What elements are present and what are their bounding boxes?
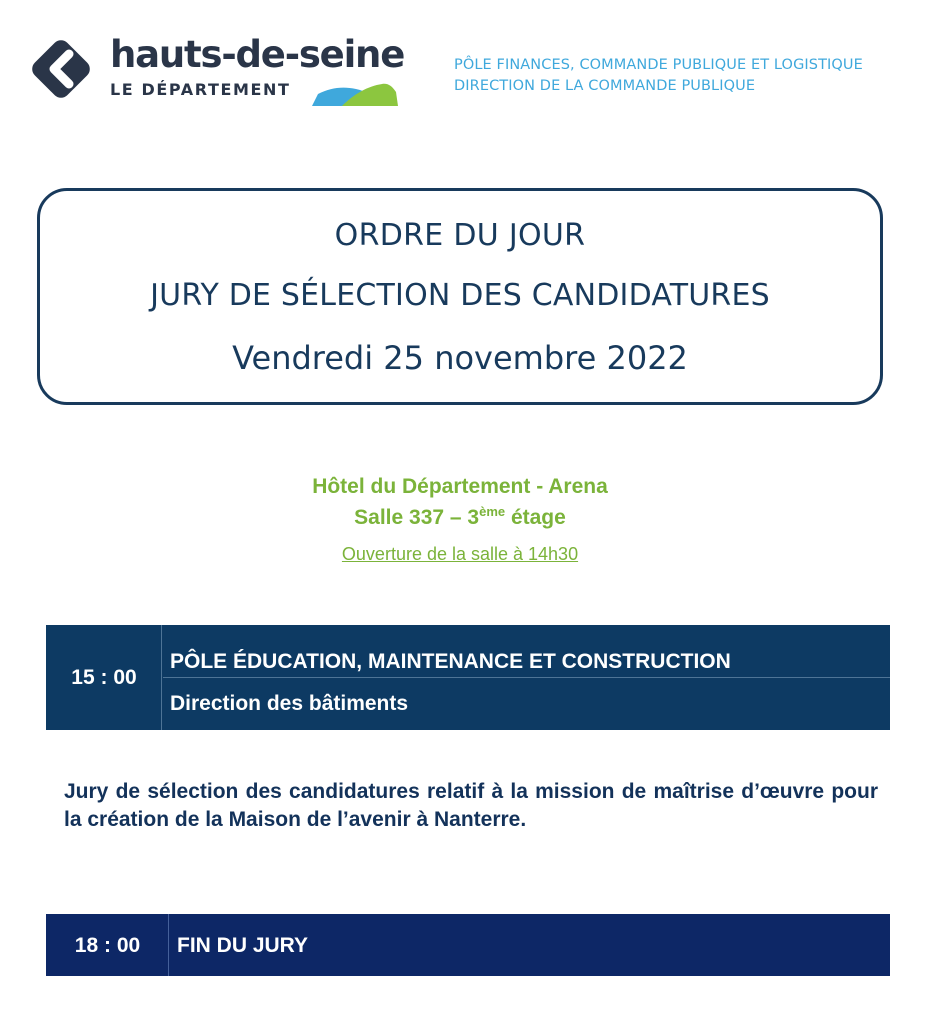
agenda-end-label: FIN DU JURY (177, 934, 309, 957)
agenda-row-divider (163, 677, 890, 678)
jury-heading: JURY DE SÉLECTION DES CANDIDATURES (150, 278, 770, 313)
opening-time: Ouverture de la salle à 14h30 (341, 544, 579, 564)
agenda-direction: Direction des bâtiments (170, 692, 409, 715)
header-direction-line: DIRECTION DE LA COMMANDE PUBLIQUE (454, 78, 756, 94)
meeting-date: Vendredi 25 novembre 2022 (232, 339, 688, 377)
agenda-description: Jury de sélection des candidatures relatif à la mission de maîtrise d’œuvre pour la création de la Maison de l’avenir à Nanterre. (64, 780, 878, 831)
agenda-time: 15 : 00 (71, 666, 137, 689)
agenda-end-time-cell (46, 914, 169, 976)
venue-room-superscript: ème (479, 504, 506, 519)
agenda-row-1 (46, 625, 890, 730)
venue-name: Hôtel du Département - Arena (312, 475, 608, 498)
agenda-pole: PÔLE ÉDUCATION, MAINTENANCE ET CONSTRUCTION (170, 650, 731, 673)
venue-room-prefix: Salle 337 – 3 (354, 506, 480, 529)
venue-room-suffix: étage (505, 506, 566, 529)
agenda-heading: ORDRE DU JOUR (334, 218, 586, 253)
title-box (37, 188, 883, 405)
agenda-time-cell (46, 625, 162, 730)
logo-mark-icon (22, 30, 100, 108)
logo-hills-icon (312, 80, 398, 106)
header-pole-line: PÔLE FINANCES, COMMANDE PUBLIQUE ET LOGISTIQUE (454, 57, 863, 73)
logo-title: hauts-de-seine (110, 33, 405, 76)
agenda-end-time: 18 : 00 (74, 934, 141, 957)
agenda-row-2 (46, 914, 890, 976)
logo-subtitle: LE DÉPARTEMENT (110, 80, 291, 99)
venue-room (0, 504, 920, 529)
